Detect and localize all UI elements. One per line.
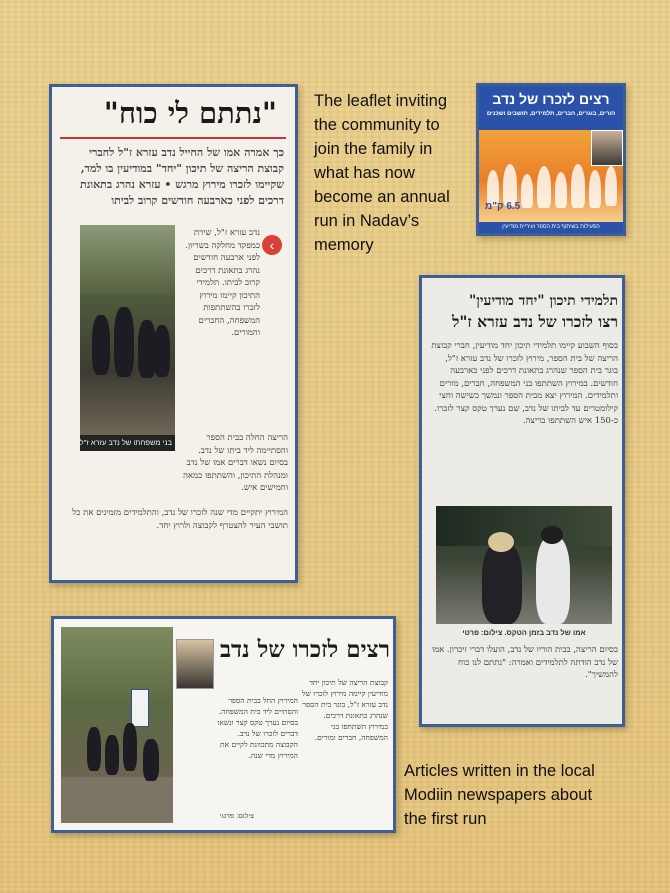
article-3-flag	[131, 689, 149, 727]
article-2-body: בסוף השבוע קיימו תלמידי תיכון יחד מודיעין, חברי קבוצת הריצה של בית הספר, מירוץ לזכרו של נדב עזרא ז"ל, בוגר בית הספר שנהרג בתאונת דרכים לפני כארבעה חודשים. במירוץ השתתפו בני המשפחה, חברים, מורים ותלמידים. המירוץ יצא מבית הספר ונמשך כשישה וחצי קילומטרים עד לביתו של נדב, שם נערך טקס קצר לזכרו. כ-150 איש השתתפו בריצה.	[431, 341, 618, 426]
article-1-clipping	[49, 84, 298, 583]
leaflet-footer-text: הפעילות בשיתוף בית הספר ועיריית מודיעין	[502, 224, 600, 230]
leaflet-portrait	[591, 130, 623, 166]
article-1-photo	[80, 225, 175, 435]
article-3-byline: צילום: פרטי	[219, 813, 254, 820]
leaflet-title: רצים לזכרו של נדב	[492, 91, 610, 107]
article-2-photo-caption: אמו של נדב בזמן הטקס. צילום: פרטי	[462, 628, 586, 637]
article-1-col-c: המירוץ יתקיים מדי שנה לזכרו של נדב, והתלמידים מזמינים את כל תושבי העיר להצטרף לקבוצה ולרוץ יחד.	[72, 508, 288, 531]
article-2-kicker: תלמידי תיכון "יחד מודיעין"	[468, 293, 618, 309]
leaflet-footer	[479, 222, 623, 233]
article-3-body-c	[176, 695, 210, 795]
leaflet-distance: 6.5 ק"מ	[485, 201, 521, 212]
article-1-col-a: נדב עזרא ז"ל, שירת כמפקד מחלקה בשריון. לפני ארבעה חודשים נהרג בתאונת דרכים קרוב לביתו. תלמידי התיכון קיימו מירוץ לזכרו בהשתתפות המשפחה, החברים והמורים.	[185, 228, 260, 338]
article-1-arrow-badge: ‹	[262, 235, 282, 255]
article-3-body-b: המירוץ החל בבית הספר והסתיים ליד בית המשפחה. בסיום נערך טקס קצר ונשאו דברים לזכרו של נדב. הקבוצה מתכוונת לקיים את המירוץ מדי שנה.	[217, 696, 298, 760]
article-2-photo	[436, 506, 612, 624]
leaflet-poster	[476, 83, 626, 236]
article-1-photo-caption: בני משפחתו של נדב עזרא ז"ל במירוץ	[80, 435, 175, 451]
article-2-headline: רצו לזכרו של נדב עזרא ז"ל	[452, 312, 618, 331]
article-2-clipping	[419, 275, 625, 727]
leaflet-caption: The leaflet inviting the community to join the family in what has now become an annual run in Nadav’s memory	[314, 92, 450, 254]
article-3-clipping	[51, 616, 396, 833]
article-3-headline: רצים לזכרו של נדב	[219, 636, 390, 663]
article-1-rule	[60, 137, 286, 139]
article-1-headline: "נתתם לי כוח"	[103, 96, 277, 130]
article-1-subhead: כך אמרה אמו של החייל נדב עזרא ז"ל לחברי קבוצת הריצה של תיכון "יחד" במודיעין בו למד, שקיימו לזכרו מירוץ מרגש • עזרא נהרג בתאונת דרכים לפני כארבעה חודשים קרוב לביתו	[80, 146, 284, 207]
article-3-photo	[61, 627, 173, 823]
leaflet-subtitle: הורים, בוגרים, חברים, תלמידים, תושבים ושכנים	[486, 111, 616, 117]
articles-caption: Articles written in the local Modiin newspapers about the first run	[404, 762, 595, 828]
article-3-portrait	[176, 639, 214, 689]
article-3-body-a: קבוצת הריצה של תיכון יחד מודיעין קיימה מירוץ לזכרו של נדב עזרא ז"ל, בוגר בית הספר שנהרג בתאונת דרכים. במירוץ השתתפו בני המשפחה, חברים ומורים.	[302, 678, 388, 742]
article-1-col-b: הריצה החלה בבית הספר והסתיימה ליד ביתו של נדב. בסיום נשאו דברים אמו של נדב ומנהלת התיכון, והשתתפו כמאה וחמישים איש.	[183, 433, 288, 493]
article-2-body-2: בסיום הריצה, בבית הוריו של נדב, הועלו דברי זיכרון. אמו של נדב הודתה לתלמידים ואמרה: "נתתם לנו כוח להמשיך".	[431, 645, 618, 680]
